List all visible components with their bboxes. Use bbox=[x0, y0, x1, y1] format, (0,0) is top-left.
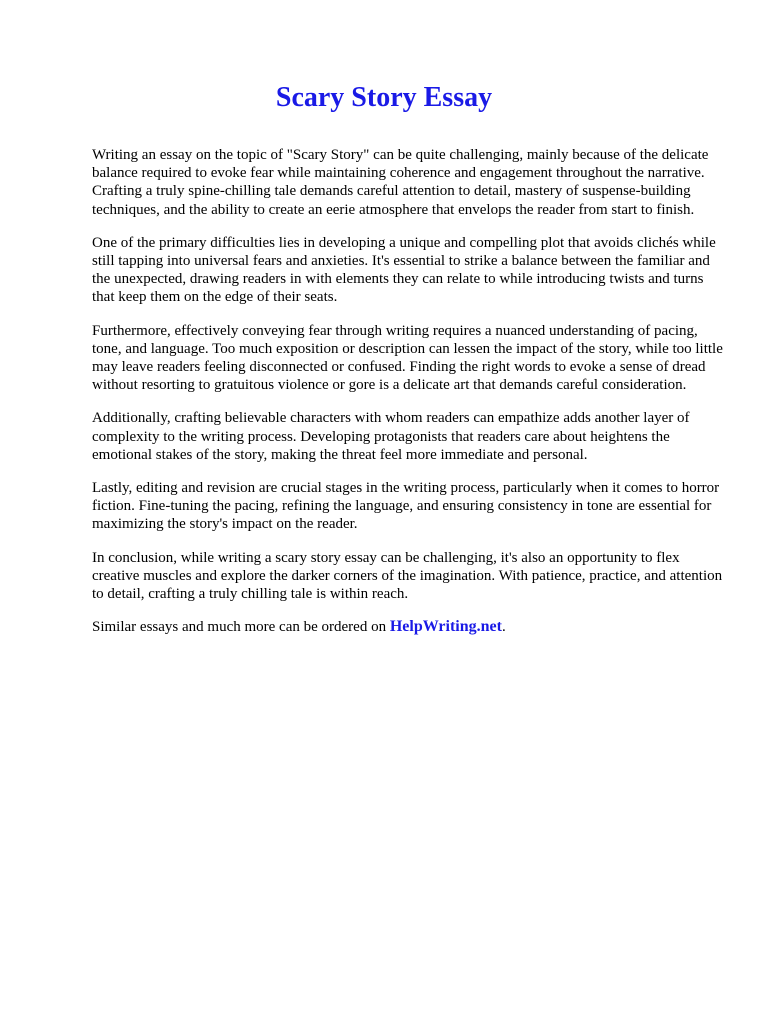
paragraph-4: Additionally, crafting believable characters with whom readers can empathize adds another layer of complexity to the writing process. Developing protagonists that readers care about heightens the emotional stakes of the story, making the threat feel more immediate and personal. bbox=[92, 410, 690, 463]
paragraph-5: Lastly, editing and revision are crucial stages in the writing process, particularly when it comes to horror fiction. Fine-tuning the pacing, refining the language, and ensuring consistency in tone are essential for maximizing the story's impact on the reader. bbox=[92, 480, 720, 533]
paragraph-3: Furthermore, effectively conveying fear through writing requires a nuanced understanding of pacing, tone, and language. Too much exposition or description can lessen the impact of the story, while too little may leave readers feeling disconnected or confused. Finding the right words to evoke a sense of dread without resorting to gratuitous violence or gore is a delicate art that demands careful consideration. bbox=[92, 322, 723, 394]
footer-suffix: . bbox=[501, 619, 506, 636]
paragraph-1: Writing an essay on the topic of "Scary Story" can be quite challenging, mainly because of the delicate balance required to evoke fear while maintaining coherence and engagement throughout the narrative. Crafting a truly spine-chilling tale demands careful attention to detail, mastery of suspense-building techniques, and the ability to create an eerie atmosphere that envelops the reader from start to finish. bbox=[92, 147, 709, 218]
paragraph-2: One of the primary difficulties lies in developing a unique and compelling plot that avoids clichés while still tapping into universal fears and anxieties. It's essential to strike a balance between the familiar and the unexpected, drawing readers in with elements they can relate to while introducing twists and turns that keep them on the edge of their seats. bbox=[92, 234, 716, 306]
document-body bbox=[92, 146, 728, 651]
paragraph-6: In conclusion, while writing a scary story essay can be challenging, it's also an opportunity to flex creative muscles and explore the darker corners of the imagination. With patience, practice, and attention to detail, crafting a truly chilling tale is within reach. bbox=[92, 549, 723, 603]
helpwriting-link[interactable]: HelpWriting.net bbox=[389, 618, 502, 636]
document-title: Scary Story Essay bbox=[275, 82, 493, 113]
footer-line bbox=[92, 618, 728, 636]
footer-prefix: Similar essays and much more can be ordered on bbox=[92, 619, 390, 636]
